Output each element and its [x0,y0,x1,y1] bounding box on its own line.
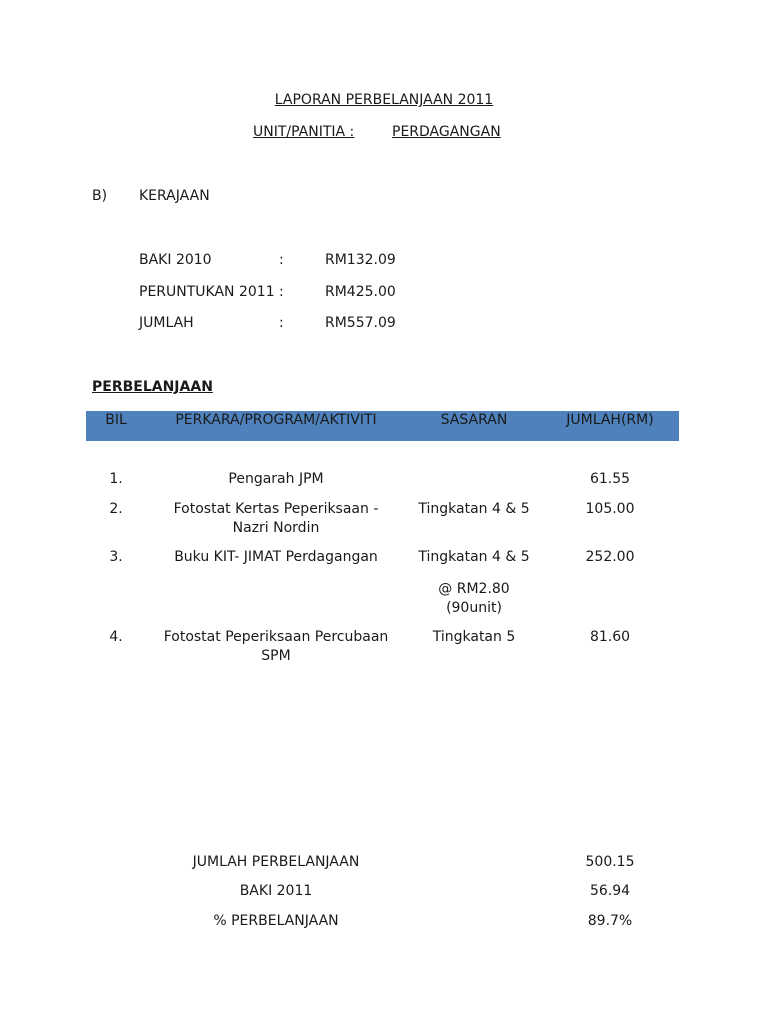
row-perkara-line: Buku KIT- JIMAT Perdagangan [174,549,378,565]
total-value: 89.7% [587,913,633,929]
row-perkara-line: Nazri Nordin [232,520,320,536]
row-sasaran [404,500,544,519]
row-perkara-line: SPM [261,648,291,664]
column-header-perkara: PERKARA/PROGRAM/AKTIVITI [175,412,377,428]
row-sasaran-line: (90unit) [446,600,502,616]
report-title: LAPORAN PERBELANJAAN 2011 [274,92,494,108]
total-label: BAKI 2011 [239,883,313,899]
row-jumlah: 252.00 [585,549,635,565]
column-header-jumlah: JUMLAH(RM) [566,412,654,428]
row-sasaran-line: Tingkatan 5 [432,629,516,645]
row-sasaran-line: Tingkatan 4 & 5 [418,501,530,517]
row-bil: 3. [109,549,123,565]
summary-label: JUMLAH [139,315,194,331]
summary-value: RM132.09 [325,252,396,268]
row-bil: 2. [109,501,123,517]
section-marker: B) [92,188,108,204]
row-sasaran-note [404,580,544,618]
row-sasaran [404,628,544,647]
row-sasaran-line: Tingkatan 4 & 5 [418,549,530,565]
total-value: 56.94 [589,883,631,899]
summary-separator: : [279,315,284,331]
total-label: JUMLAH PERBELANJAAN [192,854,360,870]
summary-separator: : [279,252,284,268]
row-bil: 1. [109,471,123,487]
unit-value: PERDAGANGAN [392,124,501,140]
summary-separator: : [279,284,284,300]
total-label: % PERBELANJAAN [213,913,339,929]
row-perkara [150,470,402,489]
row-jumlah: 61.55 [589,471,631,487]
column-header-sasaran: SASARAN [440,412,508,428]
row-jumlah: 105.00 [585,501,635,517]
row-perkara [150,548,402,567]
summary-value: RM557.09 [325,315,396,331]
row-jumlah: 81.60 [589,629,631,645]
row-perkara [150,500,402,538]
row-perkara [150,628,402,666]
row-bil: 4. [109,629,123,645]
total-value: 500.15 [585,854,635,870]
summary-label: PERUNTUKAN 2011 [139,284,275,300]
row-sasaran [404,548,544,567]
summary-label: BAKI 2010 [139,252,212,268]
column-header-bil: BIL [105,412,127,428]
row-perkara-line: Pengarah JPM [228,471,324,487]
expenses-heading: PERBELANJAAN [92,379,213,395]
section-name: KERAJAAN [139,188,210,204]
summary-value: RM425.00 [325,284,396,300]
row-perkara-line: Fotostat Peperiksaan Percubaan [163,629,389,645]
unit-label: UNIT/PANITIA : [253,124,355,140]
row-perkara-line: Fotostat Kertas Peperiksaan - [173,501,379,517]
row-sasaran-line: @ RM2.80 [438,581,510,597]
